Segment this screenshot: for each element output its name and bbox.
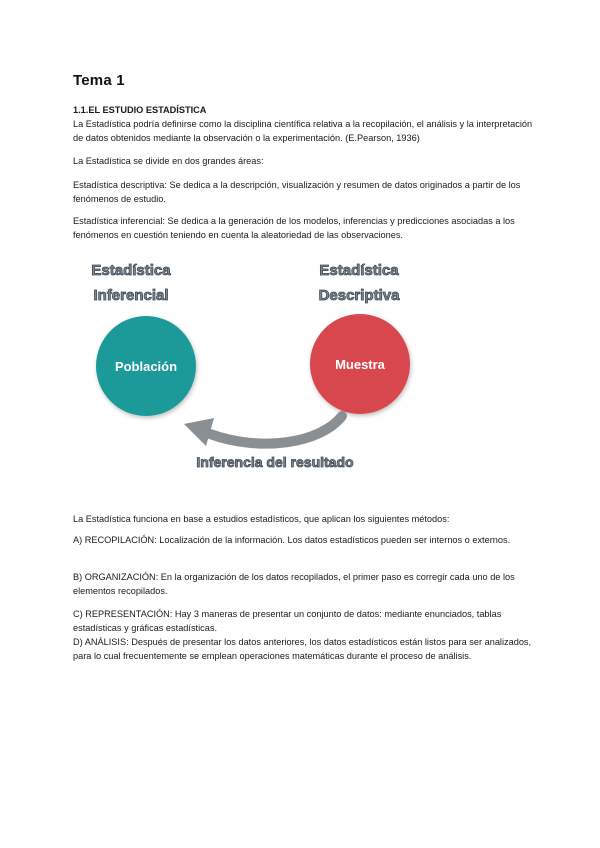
intro-block bbox=[73, 103, 535, 145]
statistics-diagram bbox=[80, 248, 420, 478]
section-heading: 1.1.EL ESTUDIO ESTADÍSTICA bbox=[73, 105, 207, 115]
method-a: A) RECOPILACIÓN: Localización de la información. Los datos estadísticos pueden ser internos o externos. bbox=[73, 535, 511, 545]
inferential-paragraph: Estadística inferencial: Se dedica a la generación de los modelos, inferencias y predicciones asociadas a los fenómenos en cuestión teniendo en cuenta la aleatoriedad de las observaciones. bbox=[73, 216, 515, 240]
label-estadistica-descriptiva-1: Estadística bbox=[319, 262, 399, 279]
label-estadistica-descriptiva-2: Descriptiva bbox=[318, 287, 400, 304]
methods-intro: La Estadística funciona en base a estudios estadísticos, que aplican los siguientes métodos: bbox=[73, 514, 450, 524]
arrow-caption: Inferencia del resultado bbox=[196, 454, 354, 470]
method-d: D) ANÁLISIS: Después de presentar los datos anteriores, los datos estadísticos están listos para ser analizados, para lo cual frecuentemente se emplean operaciones matemáticas durante el proceso de análisis. bbox=[73, 637, 532, 661]
method-c: C) REPRESENTACIÓN: Hay 3 maneras de presentar un conjunto de datos: mediante enunciados, tablas estadísticas y gráficas estadísticas. bbox=[73, 609, 502, 633]
method-b: B) ORGANIZACIÓN: En la organización de los datos recopilados, el primer paso es corregir cada uno de los elementos recopilados. bbox=[73, 572, 515, 596]
method-c-d-block bbox=[73, 607, 535, 663]
division-paragraph: La Estadística se divide en dos grandes áreas: bbox=[73, 156, 264, 166]
intro-paragraph: La Estadística podría definirse como la disciplina científica relativa a la recopilación, el análisis y la interpretación de datos obtenidos mediante la observación o la experimentación. (E.Pearson, 1936) bbox=[73, 119, 533, 143]
inference-arrow-icon bbox=[184, 416, 342, 446]
muestra-label: Muestra bbox=[335, 357, 385, 372]
label-estadistica-inferencial-1: Estadística bbox=[91, 262, 171, 279]
label-estadistica-inferencial-2: Inferencial bbox=[93, 287, 169, 304]
page-title: Tema 1 bbox=[73, 72, 125, 89]
poblacion-label: Población bbox=[114, 359, 178, 374]
descriptive-paragraph: Estadística descriptiva: Se dedica a la descripción, visualización y resumen de datos originados a partir de los fenómenos de estudio. bbox=[73, 180, 521, 204]
